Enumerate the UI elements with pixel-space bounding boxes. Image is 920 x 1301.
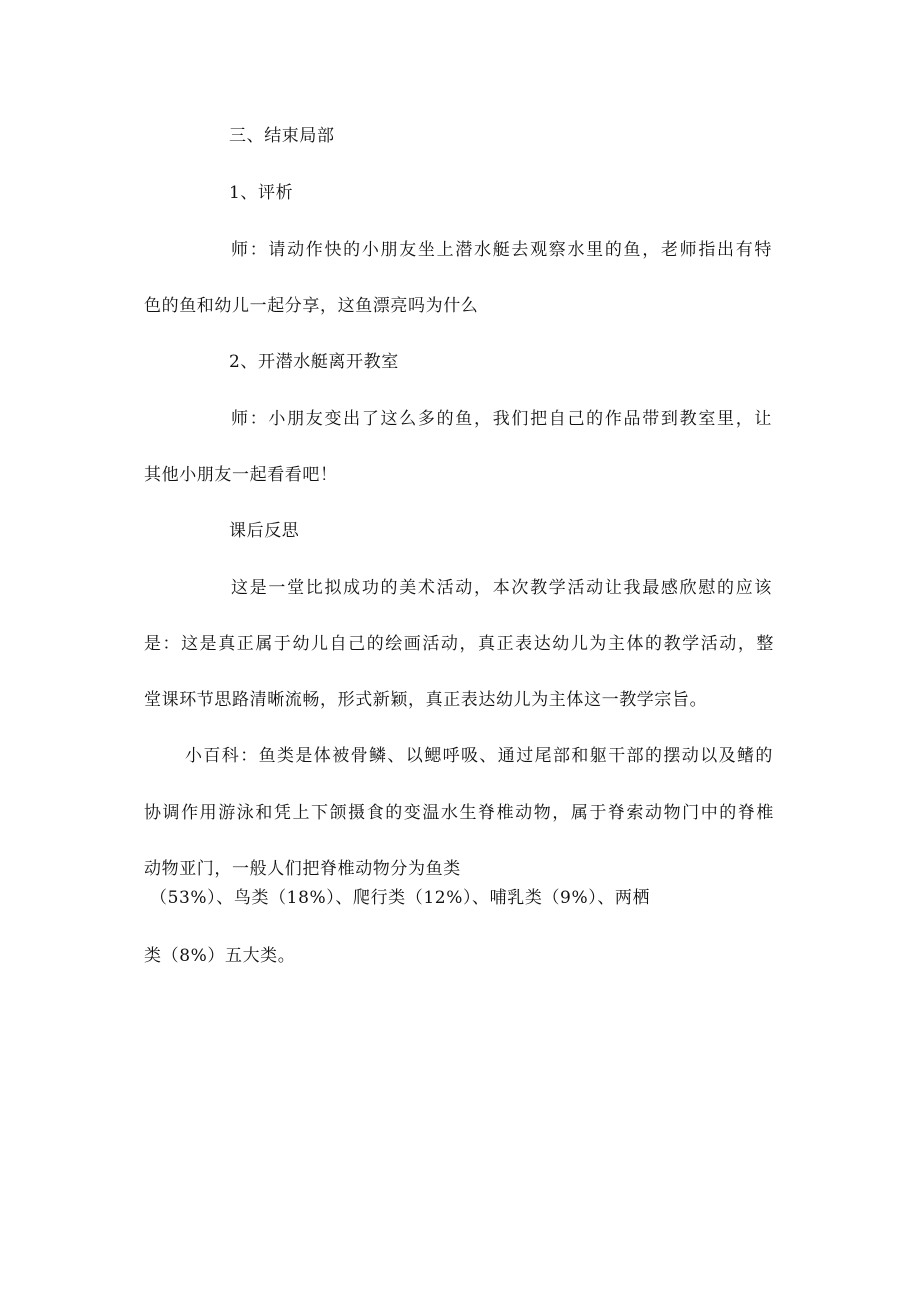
item2-para-line1: 师：小朋友变出了这么多的鱼，我们把自己的作品带到教室里，让 (231, 409, 772, 429)
section-heading: 三、结束局部 (229, 126, 335, 146)
encyclopedia-para-line1: 小百科：鱼类是体被骨鳞、以鳃呼吸、通过尾部和躯干部的摆动以及鳍的 (185, 746, 773, 766)
reflection-heading: 课后反思 (229, 521, 300, 541)
item1-para-line1: 师：请动作快的小朋友坐上潜水艇去观察水里的鱼，老师指出有特 (231, 240, 772, 260)
item1-para-line2: 色的鱼和幼儿一起分享，这鱼漂亮吗为什么 (144, 296, 479, 316)
item1-heading: 1、评析 (229, 183, 294, 203)
encyclopedia-para-line3: 动物亚门，一般人们把脊椎动物分为鱼类 (144, 859, 461, 879)
encyclopedia-para-line2: 协调作用游泳和凭上下颌摄食的变温水生脊椎动物，属于脊索动物门中的脊椎 (144, 803, 774, 823)
encyclopedia-para-line5: 类（8%）五大类。 (144, 946, 296, 966)
item2-heading: 2、开潜水艇离开教室 (229, 352, 399, 372)
reflection-para-line2: 是：这是真正属于幼儿自己的绘画活动，真正表达幼儿为主体的教学活动，整 (144, 634, 774, 654)
encyclopedia-para-line4: （53%）、鸟类（18%）、爬行类（12%）、哺乳类（9%）、两栖 (150, 888, 651, 908)
reflection-para-line3: 堂课环节思路清晰流畅，形式新颖，真正表达幼儿为主体这一教学宗旨。 (144, 690, 708, 710)
reflection-para-line1: 这是一堂比拟成功的美术活动，本次教学活动让我最感欣慰的应该 (231, 578, 772, 598)
item2-para-line2: 其他小朋友一起看看吧！ (144, 465, 338, 485)
